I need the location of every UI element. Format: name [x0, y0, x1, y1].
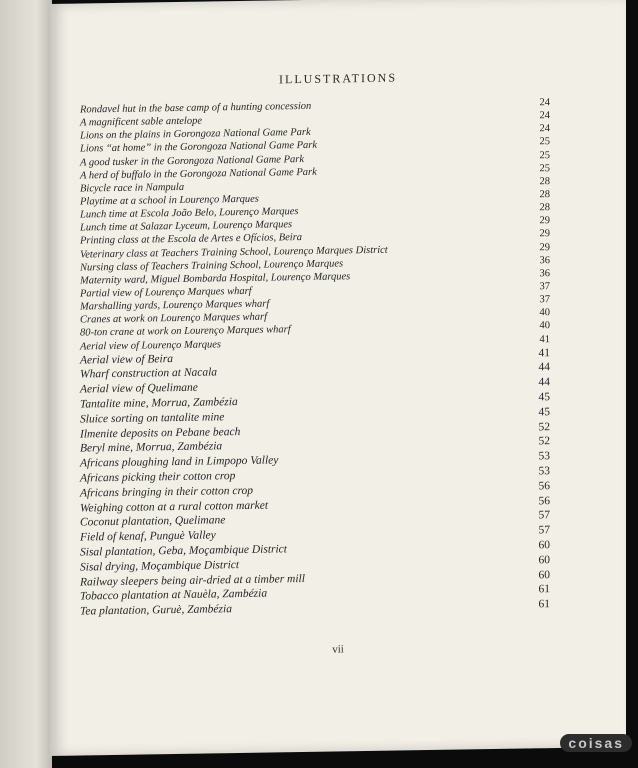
illustration-page-number: 37: [539, 281, 550, 293]
illustration-caption: Weighing cotton at a rural cotton market: [80, 499, 269, 515]
illustration-caption: Sisal drying, Moçambique District: [80, 558, 240, 574]
illustration-caption: A herd of buffalo in the Gorongoza National Game Park: [80, 166, 317, 182]
illustration-page-number: 36: [539, 267, 550, 280]
illustration-caption: Veterinary class at Teachers Training School, Lourenço Marques District: [80, 244, 388, 261]
illustration-caption: Africans ploughing land in Limpopo Valley: [80, 454, 279, 470]
illustration-caption: Lunch time at Salazar Lyceum, Lourenço Marques: [80, 219, 293, 234]
illustration-page-number: 52: [538, 435, 550, 448]
illustration-page-number: 57: [538, 509, 550, 522]
watermark-logo: coisas: [560, 734, 632, 752]
illustration-caption: Maternity ward, Miguel Bombarda Hospital, Lourenço Marques: [80, 271, 351, 287]
illustration-caption: Cranes at work on Lourenço Marques wharf: [80, 311, 268, 326]
illustration-page-number: 29: [539, 215, 550, 227]
illustration-page-number: 40: [539, 320, 550, 332]
illustration-caption: Tantalite mine, Morrua, Zambézia: [80, 396, 238, 411]
illustration-page-number: 57: [538, 524, 550, 537]
illustration-page-number: 37: [539, 294, 550, 306]
illustration-caption: Lunch time at Escola João Belo, Lourenço Marques: [80, 206, 299, 221]
illustration-page-number: 24: [539, 123, 550, 135]
illustration-page-number: 44: [538, 361, 550, 374]
illustration-caption: Coconut plantation, Quelimane: [80, 514, 226, 529]
illustration-page-number: 53: [538, 465, 550, 478]
illustration-page-number: 60: [538, 568, 550, 581]
illustration-caption: Bicycle race in Nampula: [80, 181, 185, 195]
illustration-page-number: 53: [538, 450, 550, 463]
illustration-caption: Rondavel hut in the base camp of a hunting concession: [80, 100, 312, 116]
illustration-caption: Ilmenite deposits on Pebane beach: [80, 425, 241, 441]
illustration-caption: Wharf construction at Nacala: [80, 366, 218, 381]
page-number: vii: [332, 643, 344, 656]
illustration-caption: Africans bringing in their cotton crop: [80, 484, 254, 500]
illustration-caption: Lions “at home” in the Gorongoza National Game Park: [80, 140, 318, 155]
illustration-caption: Tea plantation, Guruè, Zambézia: [80, 603, 232, 618]
illustration-page-number: 28: [539, 189, 550, 201]
illustration-caption: Sisal plantation, Geba, Moçambique District: [80, 543, 287, 559]
illustration-page-number: 56: [538, 479, 550, 493]
illustration-page-number: 44: [538, 376, 550, 389]
illustration-page-number: 36: [539, 254, 550, 266]
illustration-page-number: 25: [539, 149, 550, 161]
illustration-caption: Nursing class of Teachers Training School, Lourenço Marques: [80, 258, 344, 274]
illustration-caption: Beryl mine, Morrua, Zambézia: [80, 440, 223, 455]
illustration-page-number: 28: [539, 175, 550, 188]
illustration-page-number: 60: [538, 553, 550, 567]
illustration-caption: Railway sleepers being air-dried at a timber mill: [80, 572, 305, 589]
illustration-page-number: 28: [539, 202, 550, 214]
illustration-page-number: 24: [539, 110, 550, 122]
illustration-page-number: 60: [538, 539, 550, 552]
illustration-page-number: 61: [538, 598, 550, 611]
illustration-caption: Aerial view of Lourenço Marques: [80, 338, 221, 353]
illustration-caption: A good tusker in the Gorongoza National Game Park: [80, 153, 304, 169]
illustration-page-number: 45: [538, 391, 550, 404]
illustration-page-number: 41: [538, 346, 550, 359]
illustration-page-number: 41: [539, 333, 550, 345]
illustration-caption: Aerial view of Quelimane: [80, 381, 198, 396]
illustration-page-number: 24: [539, 97, 550, 109]
illustration-page-number: 25: [539, 136, 550, 148]
page-title: ILLUSTRATIONS: [279, 70, 397, 87]
illustration-caption: 80-ton crane at work on Lourenço Marques wharf: [80, 324, 291, 339]
illustration-page-number: 52: [538, 420, 550, 433]
illustration-caption: Printing class at the Escola de Artes e Ofícios, Beira: [80, 232, 303, 247]
illustration-caption: Lions on the plains in Gorongoza National Game Park: [80, 127, 311, 142]
illustration-page-number: 56: [538, 494, 550, 507]
illustration-caption: Aerial view of Beira: [80, 352, 173, 367]
illustration-caption: Africans picking their cotton crop: [80, 470, 236, 485]
facing-page-edge: [0, 0, 52, 768]
book-page: [50, 0, 626, 756]
illustration-caption: Tobacco plantation at Nauèla, Zambézia: [80, 588, 268, 603]
illustration-page-number: 25: [539, 162, 550, 175]
illustrations-list: [80, 96, 550, 619]
illustration-caption: Partial view of Lourenço Marques wharf: [80, 285, 252, 300]
illustration-caption: A magnificent sable antelope: [80, 115, 202, 129]
illustration-caption: Sluice sorting on tantalite mine: [80, 411, 225, 426]
illustration-caption: Marshalling yards, Lourenço Marques wharf: [80, 298, 270, 313]
illustration-page-number: 61: [538, 583, 550, 596]
illustration-caption: Field of kenaf, Punguè Valley: [80, 529, 216, 544]
illustration-page-number: 29: [539, 228, 550, 240]
illustration-caption: Playtime at a school in Lourenço Marques: [80, 193, 259, 208]
illustration-page-number: 29: [539, 241, 550, 253]
illustration-page-number: 40: [539, 307, 550, 319]
illustration-page-number: 45: [538, 406, 550, 419]
